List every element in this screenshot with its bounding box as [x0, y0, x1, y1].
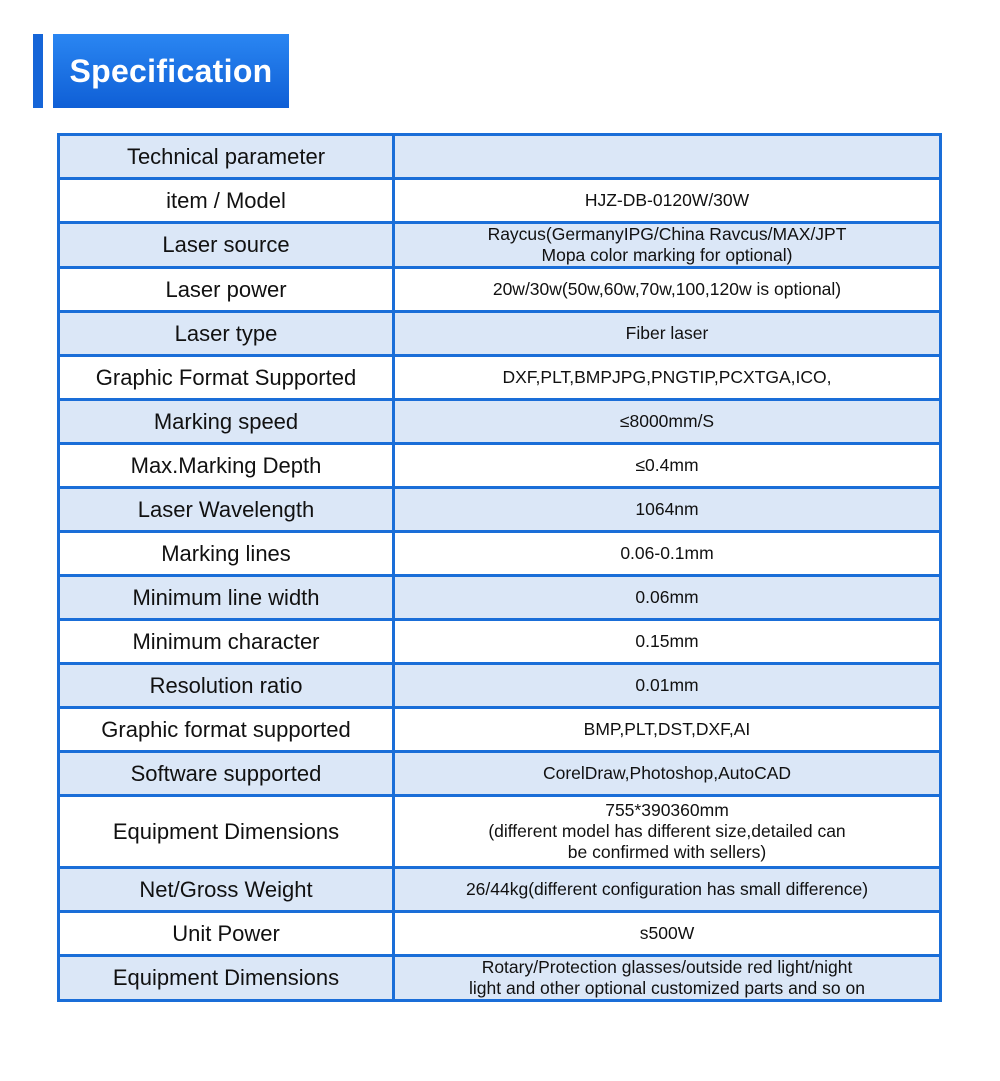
value-line: HJZ-DB-0120W/30W [584, 190, 750, 210]
value-line: Fiber laser [625, 323, 709, 343]
value-cell [394, 135, 941, 179]
section-header [53, 34, 289, 108]
value-line: DXF,PLT,BMPJPG,PNGTIP,PCXTGA,ICO, [502, 367, 832, 387]
parameter-cell: Graphic format supported [59, 708, 394, 752]
parameter-cell: Net/Gross Weight [59, 868, 394, 912]
value-line: Mopa color marking for optional) [541, 245, 793, 265]
value-line: BMP,PLT,DST,DXF,AI [583, 719, 751, 739]
table-row [59, 752, 941, 796]
parameter-cell: Technical parameter [59, 135, 394, 179]
value-line: ≤8000mm/S [619, 411, 715, 431]
table-row [59, 179, 941, 223]
parameter-cell: Max.Marking Depth [59, 444, 394, 488]
table-row [59, 488, 941, 532]
table-row [59, 956, 941, 1001]
value-cell [394, 532, 941, 576]
parameter-cell: Equipment Dimensions [59, 956, 394, 1001]
specification-table [57, 133, 942, 1002]
value-line: light and other optional customized parts and so on [469, 978, 865, 998]
value-line: ≤0.4mm [635, 455, 699, 475]
parameter-cell: Software supported [59, 752, 394, 796]
table-row [59, 532, 941, 576]
value-line: 755*390360mm [605, 800, 729, 820]
parameter-cell: Graphic Format Supported [59, 356, 394, 400]
parameter-cell: Unit Power [59, 912, 394, 956]
parameter-cell: Laser source [59, 223, 394, 268]
value-cell [394, 223, 941, 268]
table-row [59, 356, 941, 400]
table-row [59, 223, 941, 268]
value-cell [394, 268, 941, 312]
table-row [59, 135, 941, 179]
parameter-cell: item / Model [59, 179, 394, 223]
table-row [59, 912, 941, 956]
parameter-cell: Minimum line width [59, 576, 394, 620]
value-cell [394, 356, 941, 400]
value-line: 0.01mm [635, 675, 699, 695]
table-row [59, 868, 941, 912]
parameter-cell: Laser power [59, 268, 394, 312]
value-cell [394, 868, 941, 912]
value-line: 0.06mm [635, 587, 699, 607]
table-row [59, 268, 941, 312]
value-line: 0.06-0.1mm [620, 543, 714, 563]
value-line: 26/44kg(different configuration has small difference) [465, 879, 869, 899]
value-cell [394, 796, 941, 868]
section-title: Specification [69, 52, 273, 89]
table-row [59, 796, 941, 868]
table-row [59, 444, 941, 488]
value-cell [394, 752, 941, 796]
table-row [59, 576, 941, 620]
value-cell [394, 179, 941, 223]
value-line: Raycus(GermanyIPG/China Ravcus/MAX/JPT [487, 224, 847, 244]
value-cell [394, 444, 941, 488]
value-line: CorelDraw,Photoshop,AutoCAD [542, 763, 792, 783]
parameter-cell: Laser Wavelength [59, 488, 394, 532]
parameter-cell: Marking lines [59, 532, 394, 576]
value-line: be confirmed with sellers) [567, 842, 767, 862]
header-accent-bar [33, 34, 43, 108]
value-cell [394, 620, 941, 664]
value-cell [394, 912, 941, 956]
table-row [59, 620, 941, 664]
value-cell [394, 488, 941, 532]
table-row [59, 312, 941, 356]
value-line: 20w/30w(50w,60w,70w,100,120w is optional) [492, 279, 842, 299]
parameter-cell: Equipment Dimensions [59, 796, 394, 868]
table-row [59, 664, 941, 708]
table-row [59, 708, 941, 752]
parameter-cell: Resolution ratio [59, 664, 394, 708]
value-line: 0.15mm [635, 631, 699, 651]
parameter-cell: Laser type [59, 312, 394, 356]
value-line: 1064nm [635, 499, 699, 519]
value-cell [394, 400, 941, 444]
value-cell [394, 312, 941, 356]
value-cell [394, 576, 941, 620]
value-line: s500W [639, 923, 695, 943]
value-cell [394, 956, 941, 1001]
value-cell [394, 708, 941, 752]
parameter-cell: Minimum character [59, 620, 394, 664]
value-line: (different model has different size,detailed can [488, 821, 846, 841]
value-line: Rotary/Protection glasses/outside red light/night [481, 957, 853, 977]
parameter-cell: Marking speed [59, 400, 394, 444]
table-row [59, 400, 941, 444]
value-cell [394, 664, 941, 708]
